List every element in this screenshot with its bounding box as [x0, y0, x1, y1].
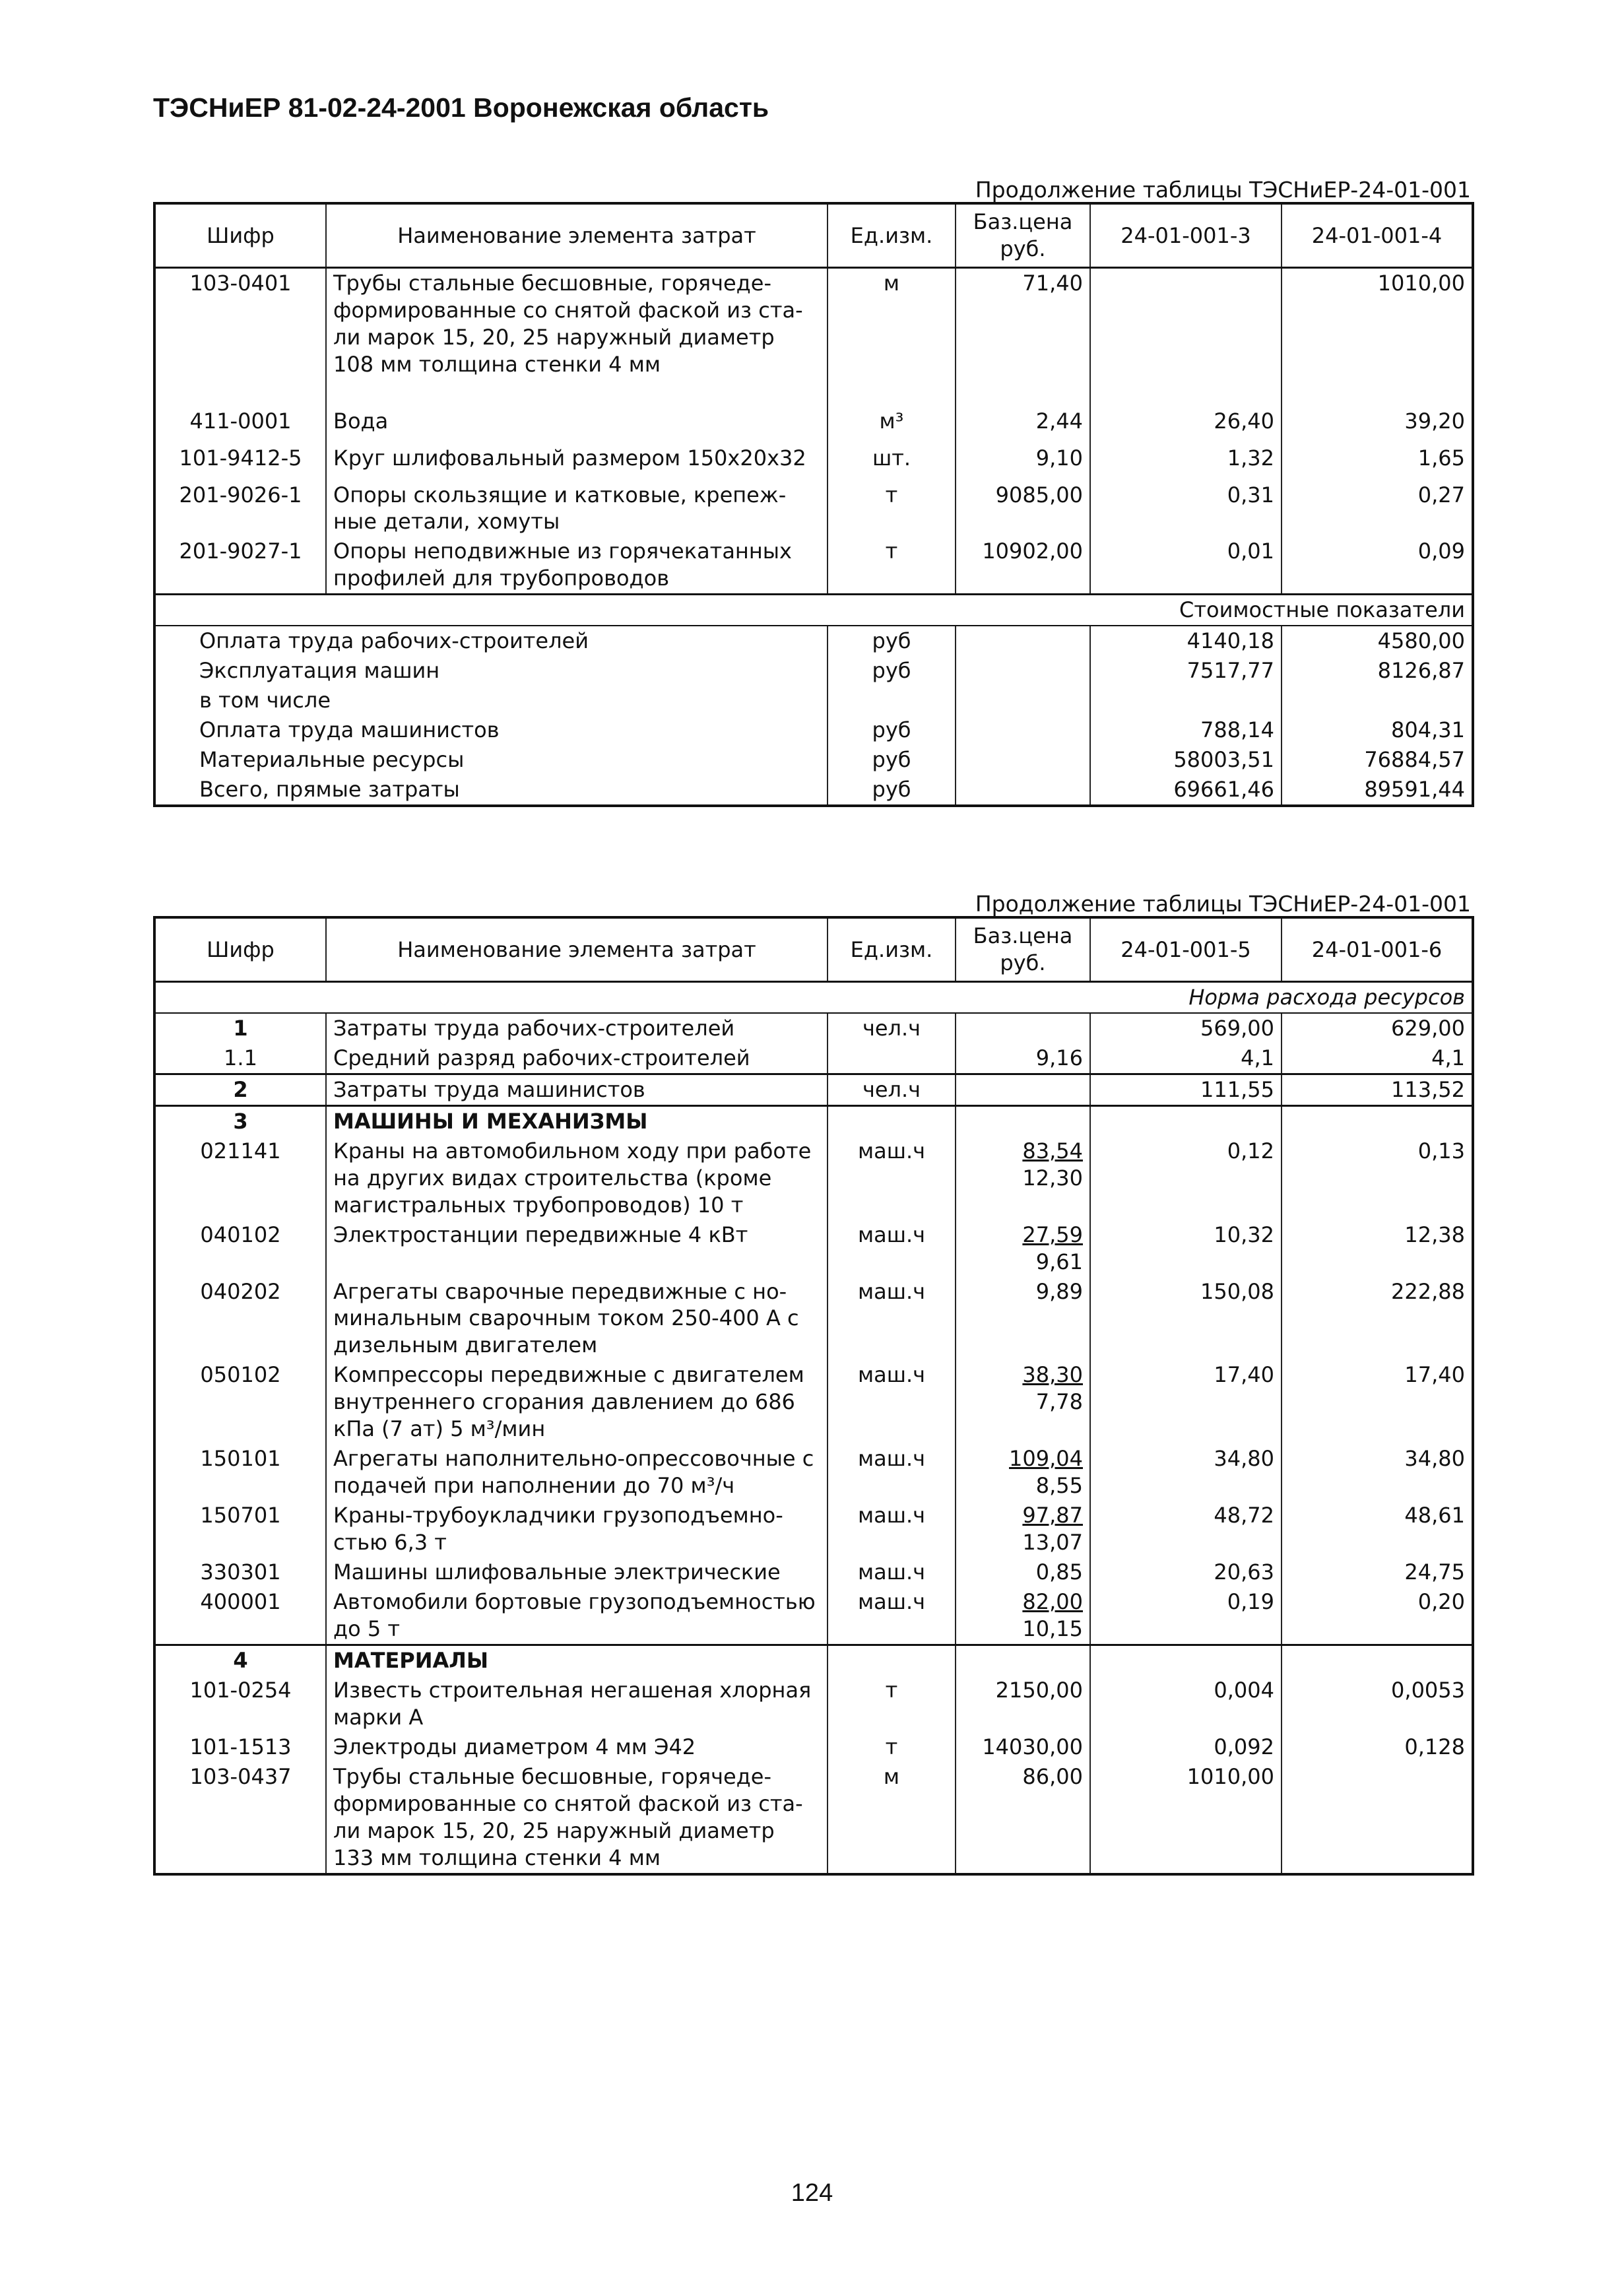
- band-row: [154, 595, 1473, 626]
- table1-header-row: [154, 203, 1473, 268]
- row-price: 9,10: [956, 443, 1090, 480]
- row-unit: чел.ч: [828, 1074, 956, 1105]
- row-name: МАШИНЫ И МЕХАНИЗМЫ: [326, 1105, 828, 1136]
- price-total: 86,00: [1022, 1763, 1083, 1789]
- summary-value-2: 804,31: [1282, 715, 1473, 745]
- row-unit: маш.ч: [828, 1444, 956, 1501]
- table-row: [154, 1220, 1473, 1277]
- row-unit: м: [828, 268, 956, 407]
- price-total: 0,85: [1035, 1559, 1083, 1585]
- row-value-2: 0,27: [1282, 480, 1473, 537]
- summary-label: Оплата труда рабочих-строителей: [199, 628, 589, 654]
- summary-label: Оплата труда машинистов: [199, 717, 500, 743]
- table-row: [154, 1105, 1473, 1136]
- table2-body: [154, 1013, 1473, 1874]
- row-name: Краны на автомобильном ходу при работе на других видах строительства (кроме магистральных трубопроводов) 10 т: [326, 1136, 828, 1220]
- row-code: 021141: [200, 1138, 281, 1163]
- row-code: 400001: [200, 1589, 281, 1615]
- header-col-5: 24-01-001-5: [1090, 917, 1282, 982]
- row-unit: шт.: [828, 443, 956, 480]
- row-price: [956, 1220, 1090, 1277]
- header-code: Шифр: [154, 203, 326, 268]
- price-operator-wage: 8,55: [1035, 1473, 1083, 1499]
- row-value-1: 34,80: [1090, 1444, 1282, 1501]
- row-price: 9085,00: [956, 480, 1090, 537]
- row-name: Затраты труда машинистов: [326, 1074, 828, 1105]
- table-row: [154, 1444, 1473, 1501]
- row-value-1: 569,00: [1090, 1013, 1282, 1043]
- row-value-2: [1282, 1645, 1473, 1675]
- table-row: [154, 1360, 1473, 1444]
- table1-body: [154, 268, 1473, 595]
- summary-empty: [956, 686, 1090, 715]
- price-operator-wage: 9,61: [1035, 1249, 1083, 1274]
- row-name: Электростанции передвижные 4 кВт: [326, 1220, 828, 1277]
- price-operator-wage: 7,78: [1035, 1389, 1083, 1415]
- summary-value-1: 7517,77: [1090, 656, 1282, 686]
- table1-summary: [154, 595, 1473, 626]
- summary-row: [154, 686, 1473, 715]
- row-code: 201-9027-1: [179, 539, 302, 564]
- row-value-1: 0,01: [1090, 537, 1282, 594]
- table-row: [154, 1732, 1473, 1762]
- header-col-4: 24-01-001-4: [1282, 203, 1473, 268]
- row-value-2: 0,09: [1282, 537, 1473, 594]
- row-name: Компрессоры передвижные с двигателем внутреннего сгорания давлением до 686 кПа (7 ат) 5 м³/мин: [326, 1360, 828, 1444]
- row-name: Опоры скользящие и катковые, крепеж-ные детали, хомуты: [326, 480, 828, 537]
- row-name: Вода: [326, 407, 828, 443]
- row-value-1: 150,08: [1090, 1277, 1282, 1361]
- summary-label: Материальные ресурсы: [199, 747, 465, 773]
- header-unit: Ед.изм.: [828, 203, 956, 268]
- row-price: [956, 1645, 1090, 1675]
- row-price: 71,40: [956, 268, 1090, 407]
- row-value-2: [1282, 1105, 1473, 1136]
- row-value-1: 20,63: [1090, 1557, 1282, 1587]
- row-name: Известь строительная негашеная хлорная марки А: [326, 1676, 828, 1732]
- row-code: 1.1: [224, 1045, 257, 1070]
- price-operator-wage: 10,15: [1022, 1616, 1083, 1641]
- row-value-2: 1,65: [1282, 443, 1473, 480]
- row-code: 3: [154, 1105, 326, 1136]
- table-row: [154, 1645, 1473, 1675]
- price-total: 27,59: [1022, 1222, 1083, 1247]
- row-price: [956, 1444, 1090, 1501]
- row-value-2: 39,20: [1282, 407, 1473, 443]
- row-code: 103-0401: [189, 271, 292, 296]
- row-name: Трубы стальные бесшовные, горячеде-формированные со снятой фаской из ста-ли марок 15, 20, 25 наружный диаметр 108 мм толщина стенки 4 мм: [326, 268, 828, 407]
- table-row: [154, 1762, 1473, 1874]
- summary-value-2: 4580,00: [1282, 626, 1473, 656]
- row-price: 2,44: [956, 407, 1090, 443]
- row-name: Опоры неподвижные из горячекатанных профилей для трубопроводов: [326, 537, 828, 594]
- price-total: 83,54: [1022, 1138, 1083, 1163]
- summary-label: в том числе: [199, 688, 331, 713]
- row-value-2: 4,1: [1282, 1043, 1473, 1074]
- price-operator-wage: 13,07: [1022, 1530, 1083, 1555]
- summary-value-2: [1282, 686, 1473, 715]
- summary-row: [154, 745, 1473, 775]
- header-name: Наименование элемента затрат: [326, 917, 828, 982]
- row-name: МАТЕРИАЛЫ: [326, 1645, 828, 1675]
- row-unit: [828, 1043, 956, 1074]
- page-number: 124: [791, 2179, 833, 2207]
- row-value-1: 0,12: [1090, 1136, 1282, 1220]
- summary-value-2: 89591,44: [1282, 775, 1473, 806]
- table-row: [154, 1136, 1473, 1220]
- row-unit: чел.ч: [828, 1013, 956, 1043]
- band-resource-norm: Норма расхода ресурсов: [154, 982, 1473, 1013]
- table-row: [154, 537, 1473, 594]
- row-price: [956, 1360, 1090, 1444]
- row-value-2: 0,20: [1282, 1587, 1473, 1645]
- summary-row: [154, 656, 1473, 686]
- row-unit: маш.ч: [828, 1501, 956, 1557]
- row-name: Электроды диаметром 4 мм Э42: [326, 1732, 828, 1762]
- row-name: Круг шлифовальный размером 150х20х32: [326, 443, 828, 480]
- summary-unit: руб: [828, 715, 956, 745]
- row-name: Краны-трубоукладчики грузоподъемно-стью 6,3 т: [326, 1501, 828, 1557]
- row-value-2: 0,128: [1282, 1732, 1473, 1762]
- row-price: [956, 1105, 1090, 1136]
- summary-value-2: 8126,87: [1282, 656, 1473, 686]
- row-code: 4: [154, 1645, 326, 1675]
- row-value-1: 4,1: [1090, 1043, 1282, 1074]
- summary-empty: [956, 626, 1090, 656]
- row-unit: т: [828, 537, 956, 594]
- row-value-2: 24,75: [1282, 1557, 1473, 1587]
- row-unit: м³: [828, 407, 956, 443]
- summary-unit: руб: [828, 656, 956, 686]
- row-code: 1: [233, 1015, 248, 1041]
- table2: [153, 916, 1474, 1876]
- summary-rows: [154, 626, 1473, 806]
- row-value-2: 629,00: [1282, 1013, 1473, 1043]
- header-code: Шифр: [154, 917, 326, 982]
- table2-continuation: Продолжение таблицы ТЭСНиЕР-24-01-001: [975, 891, 1471, 917]
- summary-value-1: [1090, 686, 1282, 715]
- header-col-3: 24-01-001-3: [1090, 203, 1282, 268]
- row-code: 150101: [200, 1446, 281, 1472]
- table1-continuation: Продолжение таблицы ТЭСНиЕР-24-01-001: [975, 177, 1471, 203]
- row-unit: маш.ч: [828, 1557, 956, 1587]
- table-row: [154, 1557, 1473, 1587]
- header-price: Баз.цена руб.: [956, 917, 1090, 982]
- row-name: Агрегаты наполнительно-опрессовочные с подачей при наполнении до 70 м³/ч: [326, 1444, 828, 1501]
- row-name: Средний разряд рабочих-строителей: [326, 1043, 828, 1074]
- summary-label: Всего, прямые затраты: [199, 777, 460, 802]
- row-code: 101-1513: [189, 1734, 292, 1759]
- table-row: [154, 1277, 1473, 1361]
- summary-empty: [956, 745, 1090, 775]
- summary-row: [154, 715, 1473, 745]
- header-name: Наименование элемента затрат: [326, 203, 828, 268]
- table2-band: [154, 982, 1473, 1013]
- row-code: 150701: [200, 1503, 281, 1528]
- header-col-6: 24-01-001-6: [1282, 917, 1473, 982]
- row-price: [956, 1013, 1090, 1043]
- row-name: Затраты труда рабочих-строителей: [326, 1013, 828, 1043]
- row-name: Агрегаты сварочные передвижные с но-минальным сварочным током 250-400 А с дизельным двигателем: [326, 1277, 828, 1361]
- summary-value-1: 69661,46: [1090, 775, 1282, 806]
- table-row: [154, 1013, 1473, 1043]
- table-row: [154, 480, 1473, 537]
- row-price: 10902,00: [956, 537, 1090, 594]
- summary-value-1: 58003,51: [1090, 745, 1282, 775]
- row-unit: маш.ч: [828, 1136, 956, 1220]
- summary-value-1: 4140,18: [1090, 626, 1282, 656]
- row-value-1: 111,55: [1090, 1074, 1282, 1105]
- table-row: [154, 1043, 1473, 1074]
- summary-unit: руб: [828, 626, 956, 656]
- row-code: 040202: [200, 1278, 281, 1304]
- page-header: ТЭСНиЕР 81-02-24-2001 Воронежская область: [153, 92, 769, 123]
- row-value-1: 26,40: [1090, 407, 1282, 443]
- table-row: [154, 1676, 1473, 1732]
- row-value-1: 1,32: [1090, 443, 1282, 480]
- summary-empty: [956, 656, 1090, 686]
- summary-value-2: 76884,57: [1282, 745, 1473, 775]
- row-price: [956, 1501, 1090, 1557]
- header-unit: Ед.изм.: [828, 917, 956, 982]
- header-price: Баз.цена руб.: [956, 203, 1090, 268]
- row-value-2: 0,13: [1282, 1136, 1473, 1220]
- row-value-1: 10,32: [1090, 1220, 1282, 1277]
- row-code: 201-9026-1: [179, 482, 302, 508]
- row-name: Автомобили бортовые грузоподъемностью до 5 т: [326, 1587, 828, 1645]
- band-cost-indicators: Стоимостные показатели: [154, 595, 1473, 626]
- price-total: 82,00: [1022, 1589, 1083, 1615]
- row-value-1: [1090, 1105, 1282, 1136]
- row-value-1: 17,40: [1090, 1360, 1282, 1444]
- row-value-2: [1282, 1762, 1473, 1874]
- band-row: [154, 982, 1473, 1013]
- row-price: [956, 1074, 1090, 1105]
- row-price: [956, 1136, 1090, 1220]
- row-value-1: [1090, 268, 1282, 407]
- row-price: [956, 1732, 1090, 1762]
- row-unit: м: [828, 1762, 956, 1874]
- table1: [153, 202, 1474, 807]
- row-value-1: 0,19: [1090, 1587, 1282, 1645]
- row-value-1: [1090, 1645, 1282, 1675]
- row-unit: маш.ч: [828, 1220, 956, 1277]
- price-total: 9,89: [1035, 1278, 1083, 1304]
- row-code: 103-0437: [189, 1763, 292, 1789]
- row-value-1: 0,31: [1090, 480, 1282, 537]
- row-price: [956, 1587, 1090, 1645]
- summary-value-1: 788,14: [1090, 715, 1282, 745]
- summary-label: Эксплуатация машин: [199, 658, 440, 684]
- row-value-2: 48,61: [1282, 1501, 1473, 1557]
- row-price: [956, 1277, 1090, 1361]
- row-value-1: 1010,00: [1090, 1762, 1282, 1874]
- price-total: 9,16: [1035, 1045, 1083, 1070]
- price-total: 97,87: [1022, 1503, 1083, 1528]
- table-row: [154, 268, 1473, 407]
- summary-row: [154, 626, 1473, 656]
- row-price: [956, 1557, 1090, 1587]
- row-name: Машины шлифовальные электрические: [326, 1557, 828, 1587]
- row-value-2: 12,38: [1282, 1220, 1473, 1277]
- row-unit: [828, 1105, 956, 1136]
- row-value-2: 1010,00: [1282, 268, 1473, 407]
- table2-header-row: [154, 917, 1473, 982]
- table-row: [154, 1587, 1473, 1645]
- summary-unit: [828, 686, 956, 715]
- price-total: 14030,00: [982, 1734, 1083, 1759]
- row-code: 411-0001: [189, 408, 292, 434]
- price-total: 109,04: [1009, 1446, 1083, 1472]
- row-value-2: 0,0053: [1282, 1676, 1473, 1732]
- row-price: [956, 1676, 1090, 1732]
- row-value-2: 222,88: [1282, 1277, 1473, 1361]
- row-unit: т: [828, 1732, 956, 1762]
- price-total: 2150,00: [995, 1677, 1083, 1703]
- row-unit: т: [828, 480, 956, 537]
- summary-empty: [956, 775, 1090, 806]
- row-unit: т: [828, 1676, 956, 1732]
- row-value-1: 0,092: [1090, 1732, 1282, 1762]
- price-operator-wage: 12,30: [1022, 1165, 1083, 1191]
- summary-unit: руб: [828, 775, 956, 806]
- row-price: [956, 1762, 1090, 1874]
- price-total: 38,30: [1022, 1362, 1083, 1388]
- row-value-1: 0,004: [1090, 1676, 1282, 1732]
- row-code: 2: [154, 1074, 326, 1105]
- row-unit: [828, 1645, 956, 1675]
- row-value-1: 48,72: [1090, 1501, 1282, 1557]
- row-code: 040102: [200, 1222, 281, 1247]
- row-code: 330301: [200, 1559, 281, 1585]
- table-row: [154, 443, 1473, 480]
- row-unit: маш.ч: [828, 1587, 956, 1645]
- summary-empty: [956, 715, 1090, 745]
- summary-unit: руб: [828, 745, 956, 775]
- row-code: 050102: [200, 1362, 281, 1388]
- table-row: [154, 407, 1473, 443]
- row-value-2: 17,40: [1282, 1360, 1473, 1444]
- row-code: 101-9412-5: [179, 445, 302, 471]
- row-unit: маш.ч: [828, 1277, 956, 1361]
- row-value-2: 34,80: [1282, 1444, 1473, 1501]
- row-value-2: 113,52: [1282, 1074, 1473, 1105]
- row-price: [956, 1043, 1090, 1074]
- row-name: Трубы стальные бесшовные, горячеде-формированные со снятой фаской из ста-ли марок 15, 20, 25 наружный диаметр 133 мм толщина стенки 4 мм: [326, 1762, 828, 1874]
- row-code: 101-0254: [189, 1677, 292, 1703]
- table-row: [154, 1501, 1473, 1557]
- row-unit: маш.ч: [828, 1360, 956, 1444]
- summary-row: [154, 775, 1473, 806]
- table-row: [154, 1074, 1473, 1105]
